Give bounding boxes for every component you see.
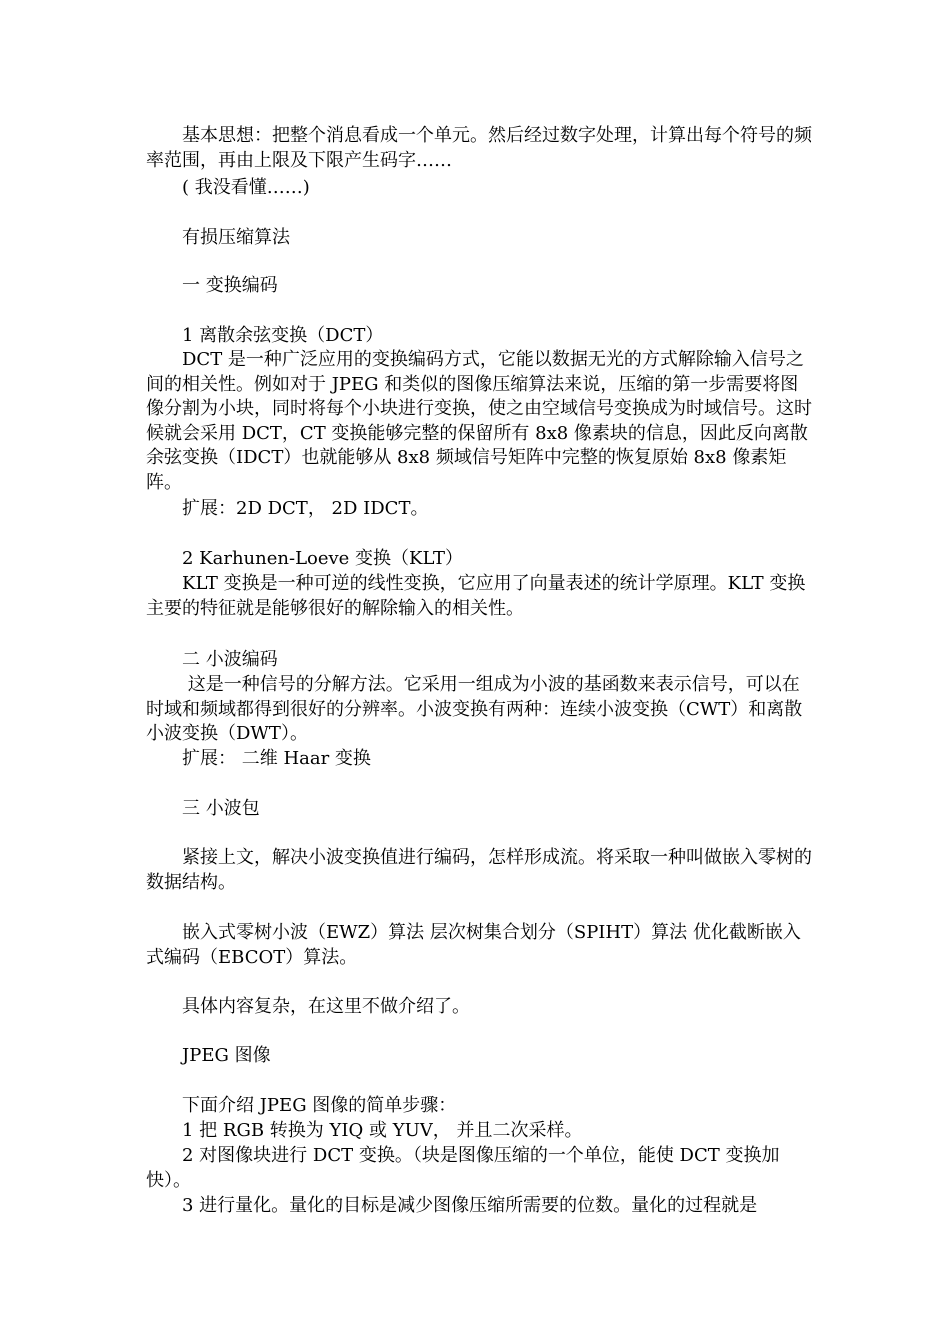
heading-dct: 1 离散余弦变换（DCT） [182,325,384,346]
paragraph-wavelet-extension: 扩展： 二维 Haar 变换 [182,748,371,769]
heading-jpeg: JPEG 图像 [182,1045,271,1066]
paragraph-dct: DCT 是一种广泛应用的变换编码方式，它能以数据无光的方式解除输入信号之间的相关性。例如对于 JPEG 和类似的图像压缩算法来说，压缩的第一步需要将图像分割为小块，同时将每个小块进行变换，使之由空域信号变换成为时域信号。这时候就会采用 DCT，CT 变换能够完整的保留所有 8x8 像素块的信息，因此反向离散余弦变换（IDCT）也就能够从 8x8 频域信号矩阵中完整的恢复原始 8x8 像素矩阵。 [146,349,812,493]
paragraph-algorithms: 嵌入式零树小波（EWZ）算法 层次树集合划分（SPIHT）算法 优化截断嵌入式编码（EBCOT）算法。 [146,922,801,968]
paragraph-jpeg-intro: 下面介绍 JPEG 图像的简单步骤： [182,1095,457,1116]
paragraph-basic-idea: 基本思想：把整个消息看成一个单元。然后经过数字处理，计算出每个符号的频率范围，再由上限及下限产生码字…… [146,125,812,171]
heading-wavelet-packet: 三 小波包 [182,798,260,819]
paragraph-complex: 具体内容复杂，在这里不做介绍了。 [182,996,470,1017]
heading-klt: 2 Karhunen-Loeve 变换（KLT） [182,548,463,569]
jpeg-step-3: 3 进行量化。量化的目标是减少图像压缩所需要的位数。量化的过程就是 [182,1195,758,1216]
jpeg-step-1: 1 把 RGB 转换为 YIQ 或 YUV， 并且二次采样。 [182,1120,583,1141]
jpeg-step-2: 2 对图像块进行 DCT 变换。（块是图像压缩的一个单位，能使 DCT 变换加快）。 [146,1145,780,1191]
paragraph-not-understood: ( 我没看懂……) [182,177,310,198]
heading-lossy-compression: 有损压缩算法 [182,227,290,248]
heading-transform-coding: 一 变换编码 [182,275,278,296]
heading-wavelet-coding: 二 小波编码 [182,649,278,670]
paragraph-zerotree: 紧接上文，解决小波变换值进行编码，怎样形成流。将采取一种叫做嵌入零树的数据结构。 [146,847,812,893]
paragraph-wavelet: 这是一种信号的分解方法。它采用一组成为小波的基函数来表示信号，可以在时域和频域都得到很好的分辨率。小波变换有两种：连续小波变换（CWT）和离散小波变换（DWT）。 [146,674,803,744]
paragraph-dct-extension: 扩展：2D DCT， 2D IDCT。 [182,498,429,519]
paragraph-klt: KLT 变换是一种可逆的线性变换，它应用了向量表述的统计学原理。KLT 变换主要的特征就是能够很好的解除输入的相关性。 [146,573,806,619]
